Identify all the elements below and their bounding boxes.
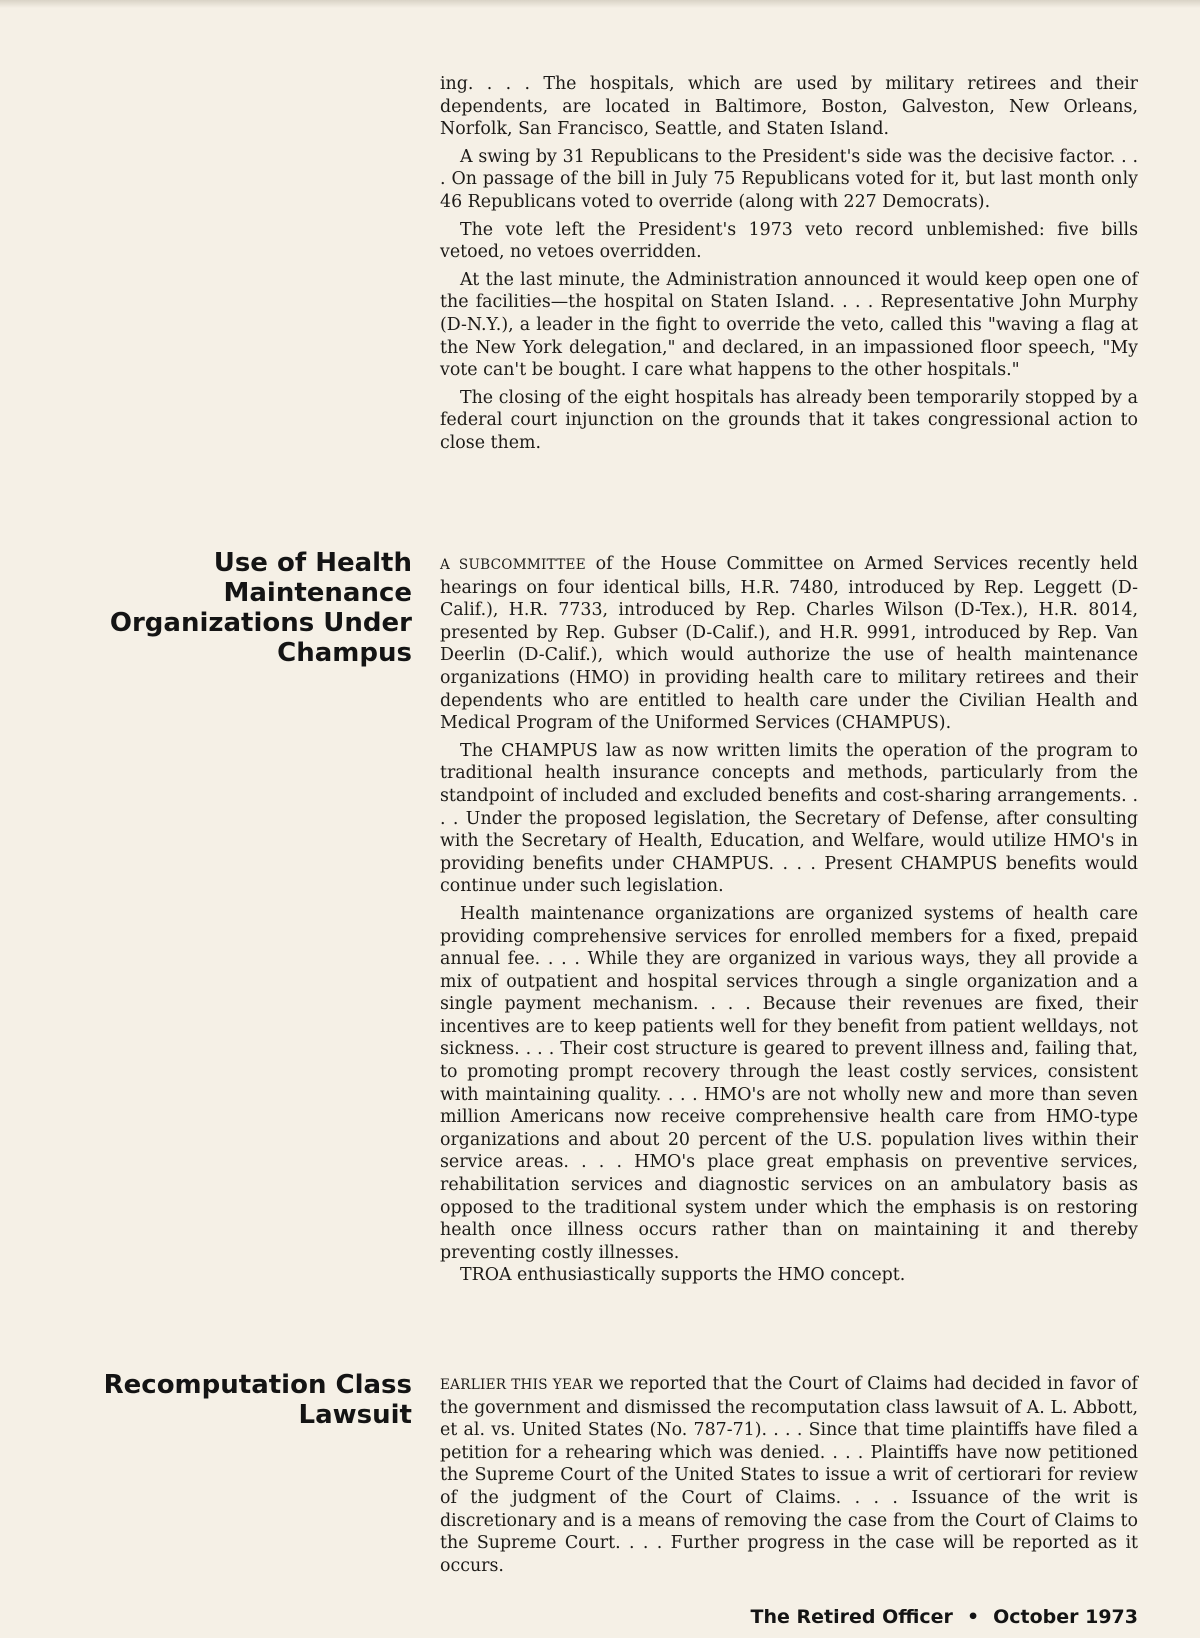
article-paragraph: TROA enthusiastically supports the HMO concept. <box>460 1265 906 1286</box>
heading-line: Lawsuit <box>298 1400 412 1430</box>
lead-small-caps: A SUBCOMMITTEE <box>440 557 586 573</box>
article-paragraph: Health maintenance organizations are organized systems of health care providing comprehensive services for enrolled members for a fixed, prepaid annual fee. . . . While they are organized in various ways, they all provide a mix of outpatient and hospital services through a single organization and a single payment mechanism. . . . Because their revenues are fixed, their incentives are to keep patients well for they benefit from patient welldays, not sickness. . . . Their cost structure is geared to prevent illness and, failing that, to promoting prompt recovery through the least costly services, consistent with maintaining quality. . . . HMO's are not wholly new and more than seven million Americans now receive comprehensive health care from HMO-type organizations and about 20 percent of the U.S. population lives within their service areas. . . . HMO's place great emphasis on preventive services, rehabilitation services and diagnostic services on an ambulatory basis as opposed to the traditional system under which the emphasis is on restoring health once illness occurs rather than on maintaining it and thereby preventing costly illnesses. <box>440 903 1138 1263</box>
hmo-section-heading <box>40 548 412 668</box>
continued-article <box>440 73 1138 460</box>
article-paragraph: The vote left the President's 1973 veto record unblemished: five bills vetoed, no vetoes overridden. <box>440 219 1138 263</box>
issue-date: October 1973 <box>993 1606 1138 1628</box>
paragraph-text: of the House Committee on Armed Services recently held hearings on four identical bills, H.R. 7480, introduced by Rep. Leggett (D-Calif.), H.R. 7733, introduced by Rep. Charles Wilson (D-Tex.), H.R. 8014, presented by Rep. Gubser (D-Calif.), and H.R. 9991, introduced by Rep. Van Deerlin (D-Calif.), which would authorize the use of health maintenance organizations (HMO) in providing health care to military retirees and their dependents who are entitled to health care under the Civilian Health and Medical Program of the Uniformed Services (CHAMPUS). <box>440 554 1138 734</box>
publication-name: The Retired Officer <box>750 1606 953 1628</box>
article-paragraph: The closing of the eight hospitals has already been temporarily stopped by a federal court injunction on the grounds that it takes congressional action to close them. <box>440 387 1138 453</box>
footer-bullet: • <box>966 1606 980 1628</box>
hmo-section-body <box>440 553 1138 1292</box>
page-footer <box>751 1606 1139 1628</box>
paragraph-text: we reported that the Court of Claims had decided in favor of the government and dismissed the recomputation class lawsuit of A. L. Abbott, et al. vs. United States (No. 787-71). . . . Since that time plaintiffs have filed a petition for a rehearing which was denied. . . . Plaintiffs have now petitioned the Supreme Court of the United States to issue a writ of certiorari for review of the judgment of the Court of Claims. . . . Issuance of the writ is discretionary and is a means of removing the case from the Court of Claims to the Supreme Court. . . . Further progress in the case will be reported as it occurs. <box>440 1374 1138 1576</box>
heading-line: Use of Health Maintenance <box>213 548 412 608</box>
heading-line: Champus <box>277 638 412 668</box>
page-edge <box>0 0 1200 8</box>
article-paragraph <box>440 553 1138 735</box>
lead-small-caps: EARLIER THIS YEAR <box>440 1377 593 1393</box>
article-paragraph <box>440 1373 1138 1577</box>
article-paragraph: ing. . . . The hospitals, which are used by military retirees and their dependents, are located in Baltimore, Boston, Galveston, New Orleans, Norfolk, San Francisco, Seattle, and Staten Island. <box>440 74 1138 140</box>
heading-line: Recomputation Class <box>103 1370 412 1400</box>
recomputation-section-body <box>440 1373 1138 1582</box>
recomputation-section-heading <box>40 1370 412 1430</box>
article-paragraph: At the last minute, the Administration announced it would keep open one of the facilities—the hospital on Staten Island. . . . Representative John Murphy (D-N.Y.), a leader in the fight to override the veto, called this "waving a flag at the New York delegation," and declared, in an impassioned floor speech, "My vote can't be bought. I care what happens to the other hospitals." <box>440 269 1138 381</box>
article-paragraph: A swing by 31 Republicans to the President's side was the decisive factor. . . . On passage of the bill in July 75 Republicans voted for it, but last month only 46 Republicans voted to override (along with 227 Democrats). <box>440 146 1138 212</box>
heading-line: Organizations Under <box>109 608 412 638</box>
article-paragraph: The CHAMPUS law as now written limits the operation of the program to traditional health insurance concepts and methods, particularly from the standpoint of included and excluded benefits and cost-sharing arrangements. . . . Under the proposed legislation, the Secretary of Defense, after consulting with the Secretary of Health, Education, and Welfare, would utilize HMO's in providing benefits under CHAMPUS. . . . Present CHAMPUS benefits would continue under such legislation. <box>440 740 1138 897</box>
